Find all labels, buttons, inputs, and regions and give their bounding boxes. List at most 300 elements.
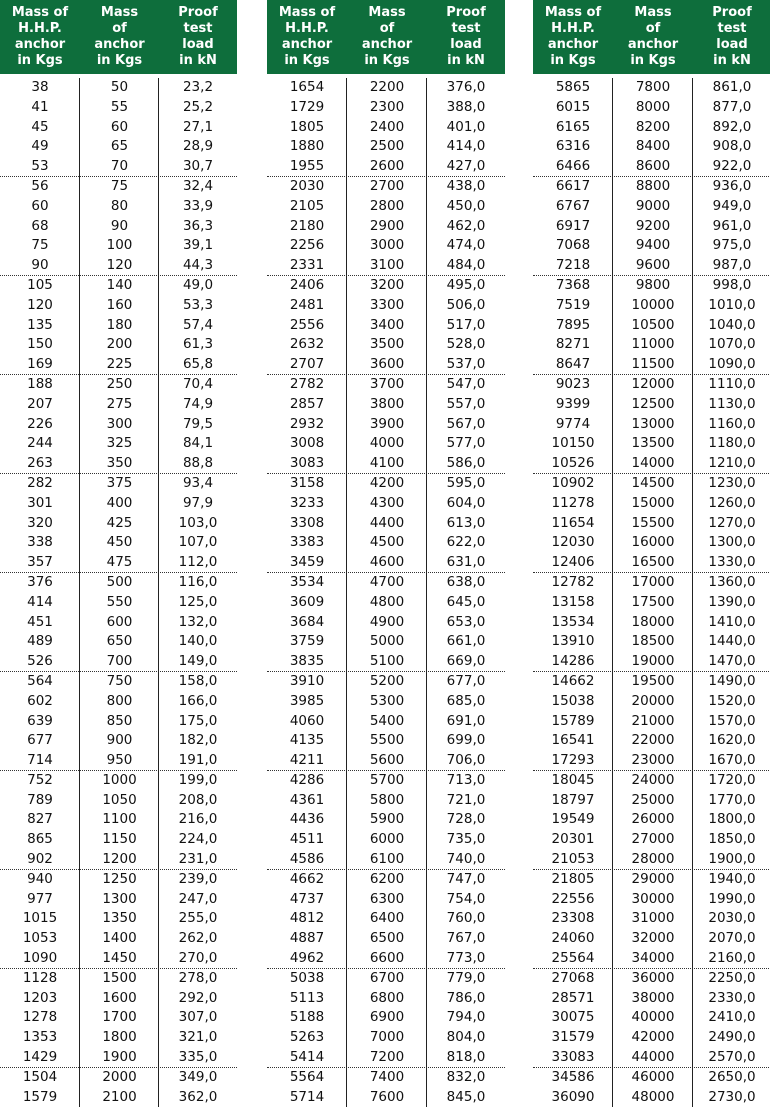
- table-cell: 1270,0: [708, 514, 756, 531]
- table-cell: 1210,0: [708, 455, 756, 472]
- table-cell: 169: [27, 356, 53, 373]
- table-cell: 2180: [289, 217, 325, 234]
- table-cell: 2400: [369, 118, 405, 135]
- table-cell: 338: [27, 534, 53, 551]
- table-cell: 5200: [369, 672, 405, 689]
- table-cell: 7600: [369, 1088, 405, 1105]
- table-cell: 7895: [555, 316, 591, 333]
- table-row: [267, 454, 505, 474]
- table-cell: 18045: [551, 771, 595, 788]
- table-cell: 16000: [631, 534, 675, 551]
- table-row: [267, 692, 505, 712]
- table-cell: 6700: [369, 969, 405, 986]
- table-cell: 320: [27, 514, 53, 531]
- table-cell: 5400: [369, 712, 405, 729]
- table-cell: 2730,0: [708, 1088, 756, 1105]
- table-cell: 1654: [289, 79, 325, 95]
- table-row: [0, 1008, 237, 1028]
- table-row: [533, 1088, 770, 1108]
- table-cell: 4700: [369, 573, 405, 590]
- table-cell: 1040,0: [708, 316, 756, 333]
- table-cell: 4600: [369, 554, 405, 571]
- table-cell: 685,0: [446, 692, 486, 709]
- table-cell: 622,0: [446, 534, 486, 551]
- table-row: [267, 1088, 505, 1108]
- table-cell: 18500: [631, 633, 675, 650]
- table-row: [533, 276, 770, 296]
- table-row: [533, 1048, 770, 1068]
- table-cell: 936,0: [712, 177, 752, 194]
- table-row: [0, 137, 237, 157]
- table-cell: 517,0: [446, 316, 486, 333]
- table-cell: 49: [31, 138, 49, 155]
- table-cell: 1900,0: [708, 851, 756, 868]
- table-row: [267, 1008, 505, 1028]
- table-cell: 7519: [555, 296, 591, 313]
- table-cell: 188: [27, 375, 53, 392]
- table-row: [267, 256, 505, 276]
- table-cell: 706,0: [446, 752, 486, 769]
- table-cell: 500: [106, 573, 133, 590]
- table-cell: 15500: [631, 514, 675, 531]
- table-cell: 5900: [369, 811, 405, 828]
- table-row: [267, 593, 505, 613]
- table-cell: 132,0: [178, 613, 218, 630]
- table-row: [533, 1028, 770, 1048]
- table-row: [0, 474, 237, 494]
- table-row: [267, 652, 505, 672]
- table-cell: 832,0: [446, 1068, 486, 1085]
- table-cell: 3534: [289, 573, 325, 590]
- table-cell: 8000: [635, 98, 671, 115]
- table-cell: 36090: [551, 1088, 595, 1105]
- table-cell: 160: [106, 296, 133, 313]
- table-cell: 13500: [631, 435, 675, 452]
- table-row: [0, 296, 237, 316]
- table-cell: 18797: [551, 791, 595, 808]
- table-cell: 735,0: [446, 831, 486, 848]
- table-cell: 3800: [369, 395, 405, 412]
- table-row: [533, 810, 770, 830]
- table-row: [267, 712, 505, 732]
- table-cell: 9400: [635, 237, 671, 254]
- table-cell: 639: [27, 712, 53, 729]
- table-cell: 5600: [369, 752, 405, 769]
- table-cell: 827: [27, 811, 53, 828]
- table-cell: 438,0: [446, 177, 486, 194]
- table-cell: 300: [106, 415, 133, 432]
- table-cell: 1990,0: [708, 890, 756, 907]
- table-row: [267, 355, 505, 375]
- table-row: [533, 137, 770, 157]
- table-cell: 1900: [102, 1049, 137, 1066]
- table-cell: 922,0: [712, 158, 752, 175]
- table-cell: 29000: [631, 870, 675, 887]
- table-cell: 4887: [289, 930, 325, 947]
- table-cell: 3200: [369, 276, 405, 293]
- table-cell: 65,8: [182, 356, 214, 373]
- table-cell: 32,4: [182, 177, 214, 194]
- table-row: [267, 78, 505, 98]
- table-cell: 2410,0: [708, 1009, 756, 1026]
- table-cell: 4100: [369, 455, 405, 472]
- table-cell: 5564: [289, 1068, 325, 1085]
- table-row: [533, 652, 770, 672]
- table-cell: 4962: [289, 950, 325, 967]
- table-cell: 239,0: [178, 870, 218, 887]
- table-cell: 199,0: [178, 771, 218, 788]
- table-cell: 740,0: [446, 851, 486, 868]
- table-cell: 5100: [369, 653, 405, 670]
- table-row: [533, 989, 770, 1009]
- table-cell: 15000: [631, 494, 675, 511]
- table-cell: 175,0: [178, 712, 218, 729]
- table-cell: 14286: [551, 653, 595, 670]
- table-cell: 262,0: [178, 930, 218, 947]
- table-cell: 25564: [551, 950, 595, 967]
- table-cell: 31579: [551, 1029, 595, 1046]
- table-cell: 25,2: [182, 98, 214, 115]
- table-cell: 850: [106, 712, 133, 729]
- table-cell: 3985: [289, 692, 325, 709]
- table-cell: 1300,0: [708, 534, 756, 551]
- table-cell: 8800: [635, 177, 671, 194]
- table-cell: 11654: [551, 514, 595, 531]
- table-cell: 528,0: [446, 336, 486, 353]
- table-row: [0, 415, 237, 435]
- table-cell: 4812: [289, 910, 325, 927]
- table-row: [0, 613, 237, 633]
- table-cell: 376: [27, 573, 53, 590]
- table-cell: 1800: [102, 1029, 137, 1046]
- table-row: [0, 830, 237, 850]
- table-cell: 5414: [289, 1049, 325, 1066]
- table-cell: 1955: [289, 158, 325, 175]
- column-header: Proof test load in kN: [712, 5, 752, 68]
- table-row: [267, 969, 505, 989]
- table-cell: 42000: [631, 1029, 675, 1046]
- table-cell: 70,4: [182, 375, 214, 392]
- table-row: [533, 1008, 770, 1028]
- table-row: [533, 909, 770, 929]
- table-row: [533, 1068, 770, 1088]
- table-cell: 1470,0: [708, 653, 756, 670]
- table-cell: 1353: [22, 1029, 58, 1046]
- table-cell: 900: [106, 732, 133, 749]
- table-row: [267, 137, 505, 157]
- table-row: [533, 929, 770, 949]
- table-cell: 721,0: [446, 791, 486, 808]
- table-cell: 22000: [631, 732, 675, 749]
- table-row: [0, 1068, 237, 1088]
- table-cell: 140,0: [178, 633, 218, 650]
- table-cell: 88,8: [182, 455, 214, 472]
- table-cell: 1880: [289, 138, 325, 155]
- table-row: [267, 276, 505, 296]
- table-cell: 747,0: [446, 870, 486, 887]
- table-row: [267, 375, 505, 395]
- table-row: [0, 236, 237, 256]
- table-cell: 292,0: [178, 989, 218, 1006]
- table-cell: 462,0: [446, 217, 486, 234]
- table-cell: 3910: [289, 672, 325, 689]
- table-row: [267, 236, 505, 256]
- table-row: [533, 514, 770, 534]
- table-row: [267, 810, 505, 830]
- table-row: [267, 751, 505, 771]
- table-cell: 1620,0: [708, 732, 756, 749]
- table-cell: 231,0: [178, 851, 218, 868]
- table-cell: 2650,0: [708, 1068, 756, 1085]
- table-row: [533, 613, 770, 633]
- table-cell: 713,0: [446, 771, 486, 788]
- table-cell: 1360,0: [708, 573, 756, 590]
- table-cell: 1128: [22, 969, 58, 986]
- table-cell: 6316: [555, 138, 591, 155]
- table-cell: 244: [27, 435, 53, 452]
- table-row: [533, 118, 770, 138]
- table-cell: 767,0: [446, 930, 486, 947]
- table-cell: 19549: [551, 811, 595, 828]
- table-cell: 5263: [289, 1029, 325, 1046]
- table-cell: 180: [106, 316, 133, 333]
- column-header: Proof test load in kN: [178, 5, 218, 68]
- table-cell: 728,0: [446, 811, 486, 828]
- table-cell: 2256: [289, 237, 325, 254]
- table-cell: 335,0: [178, 1049, 218, 1066]
- table-cell: 350: [106, 455, 133, 472]
- table-cell: 8600: [635, 158, 671, 175]
- table-cell: 9800: [635, 276, 671, 293]
- table-cell: 12000: [631, 375, 675, 392]
- table-row: [267, 553, 505, 573]
- table-cell: 53: [31, 158, 49, 175]
- table-cell: 278,0: [178, 969, 218, 986]
- table-cell: 24060: [551, 930, 595, 947]
- column-header: Mass of anchor in Kgs: [627, 5, 679, 68]
- column-header: Mass of H.H.P. anchor in Kgs: [11, 5, 69, 68]
- table-cell: 60: [31, 197, 49, 214]
- table-row: [533, 157, 770, 177]
- table-row: [267, 672, 505, 692]
- table-cell: 451: [27, 613, 53, 630]
- table-header: [267, 0, 505, 74]
- table-cell: 425: [106, 514, 133, 531]
- table-cell: 33083: [551, 1049, 595, 1066]
- table-cell: 7000: [369, 1029, 405, 1046]
- table-cell: 1330,0: [708, 554, 756, 571]
- table-cell: 1050: [102, 791, 137, 808]
- table-row: [267, 573, 505, 593]
- table-row: [0, 909, 237, 929]
- table-cell: 149,0: [178, 653, 218, 670]
- table-cell: 1429: [22, 1049, 58, 1066]
- table-cell: 103,0: [178, 514, 218, 531]
- table-cell: 18000: [631, 613, 675, 630]
- column-header: Mass of H.H.P. anchor in Kgs: [278, 5, 336, 68]
- table-cell: 16500: [631, 554, 675, 571]
- table-cell: 845,0: [446, 1088, 486, 1105]
- table-cell: 677: [27, 732, 53, 749]
- table-cell: 4211: [289, 752, 325, 769]
- table-cell: 6300: [369, 890, 405, 907]
- table-row: [267, 514, 505, 534]
- table-cell: 14500: [631, 474, 675, 491]
- table-header: [533, 0, 770, 74]
- table-cell: 27000: [631, 831, 675, 848]
- table-cell: 2932: [289, 415, 325, 432]
- table-cell: 325: [106, 435, 133, 452]
- table-cell: 6100: [369, 851, 405, 868]
- table-cell: 9000: [635, 197, 671, 214]
- table-row: [267, 949, 505, 969]
- table-cell: 9200: [635, 217, 671, 234]
- table-cell: 15789: [551, 712, 595, 729]
- table-row: [0, 672, 237, 692]
- table-cell: 653,0: [446, 613, 486, 630]
- table-cell: 557,0: [446, 395, 486, 412]
- table-row: [0, 791, 237, 811]
- table-cell: 44,3: [182, 257, 214, 274]
- table-cell: 282: [27, 474, 53, 491]
- table-cell: 2300: [369, 98, 405, 115]
- table-row: [0, 850, 237, 870]
- table-row: [0, 771, 237, 791]
- table-cell: 6767: [555, 197, 591, 214]
- table-row: [267, 296, 505, 316]
- table-cell: 80: [110, 197, 129, 214]
- table-cell: 638,0: [446, 573, 486, 590]
- table-cell: 216,0: [178, 811, 218, 828]
- table-cell: 6400: [369, 910, 405, 927]
- table-panel-3: [533, 0, 770, 1107]
- table-cell: 1300: [102, 890, 137, 907]
- table-cell: 275: [106, 395, 133, 412]
- table-cell: 4361: [289, 791, 325, 808]
- table-cell: 362,0: [178, 1088, 218, 1105]
- table-cell: 9023: [555, 375, 591, 392]
- table-row: [0, 454, 237, 474]
- table-cell: 8400: [635, 138, 671, 155]
- table-cell: 3684: [289, 613, 325, 630]
- table-cell: 34000: [631, 950, 675, 967]
- table-row: [0, 1088, 237, 1108]
- table-cell: 1390,0: [708, 593, 756, 610]
- table-cell: 1729: [289, 98, 325, 115]
- table-row: [533, 712, 770, 732]
- table-cell: 3900: [369, 415, 405, 432]
- table-cell: 1600: [102, 989, 137, 1006]
- table-cell: 2857: [289, 395, 325, 412]
- table-row: [267, 771, 505, 791]
- table-row: [533, 197, 770, 217]
- table-cell: 4135: [289, 732, 325, 749]
- table-row: [267, 98, 505, 118]
- table-cell: 5865: [555, 79, 591, 95]
- table-cell: 750: [106, 672, 133, 689]
- table-cell: 8271: [555, 336, 591, 353]
- table-row: [0, 652, 237, 672]
- table-cell: 75: [31, 237, 49, 254]
- table-cell: 975,0: [712, 237, 752, 254]
- table-cell: 36,3: [182, 217, 214, 234]
- table-cell: 38: [31, 79, 49, 95]
- table-row: [0, 256, 237, 276]
- table-cell: 2556: [289, 316, 325, 333]
- table-row: [533, 632, 770, 652]
- table-cell: 375: [106, 474, 133, 491]
- table-cell: 2030: [289, 177, 325, 194]
- table-cell: 11500: [631, 356, 675, 373]
- table-row: [0, 335, 237, 355]
- table-cell: 4400: [369, 514, 405, 531]
- table-cell: 15038: [551, 692, 595, 709]
- table-cell: 4662: [289, 870, 325, 887]
- table-cell: 14000: [631, 455, 675, 472]
- table-cell: 3083: [289, 455, 325, 472]
- table-row: [533, 335, 770, 355]
- table-row: [0, 395, 237, 415]
- table-cell: 301: [27, 494, 53, 511]
- table-row: [533, 395, 770, 415]
- table-cell: 2570,0: [708, 1049, 756, 1066]
- table-cell: 5113: [289, 989, 325, 1006]
- table-cell: 307,0: [178, 1009, 218, 1026]
- column-divider: [692, 78, 693, 1107]
- table-row: [533, 415, 770, 435]
- table-cell: 550: [106, 593, 133, 610]
- table-cell: 1570,0: [708, 712, 756, 729]
- table-row: [0, 98, 237, 118]
- table-row: [533, 236, 770, 256]
- table-cell: 125,0: [178, 593, 218, 610]
- table-cell: 4900: [369, 613, 405, 630]
- table-row: [267, 1028, 505, 1048]
- table-cell: 892,0: [712, 118, 752, 135]
- table-cell: 3008: [289, 435, 325, 452]
- table-cell: 12406: [551, 554, 595, 571]
- table-cell: 699,0: [446, 732, 486, 749]
- table-row: [533, 316, 770, 336]
- table-cell: 779,0: [446, 969, 486, 986]
- table-row: [533, 434, 770, 454]
- table-cell: 1579: [22, 1088, 58, 1105]
- table-cell: 602: [27, 692, 53, 709]
- table-cell: 357: [27, 554, 53, 571]
- table-cell: 2160,0: [708, 950, 756, 967]
- table-cell: 135: [27, 316, 53, 333]
- table-cell: 31000: [631, 910, 675, 927]
- table-cell: 1490,0: [708, 672, 756, 689]
- table-cell: 714: [27, 752, 53, 769]
- table-cell: 6200: [369, 870, 405, 887]
- table-cell: 6165: [555, 118, 591, 135]
- table-cell: 6500: [369, 930, 405, 947]
- table-cell: 55: [110, 98, 129, 115]
- table-cell: 7218: [555, 257, 591, 274]
- table-cell: 27,1: [182, 118, 214, 135]
- table-cell: 1440,0: [708, 633, 756, 650]
- table-row: [267, 217, 505, 237]
- table-row: [0, 731, 237, 751]
- table-cell: 961,0: [712, 217, 752, 234]
- table-cell: 752: [27, 771, 53, 788]
- table-cell: 191,0: [178, 752, 218, 769]
- table-cell: 1350: [102, 910, 137, 927]
- table-cell: 7400: [369, 1068, 405, 1085]
- table-row: [0, 1048, 237, 1068]
- table-cell: 10000: [631, 296, 675, 313]
